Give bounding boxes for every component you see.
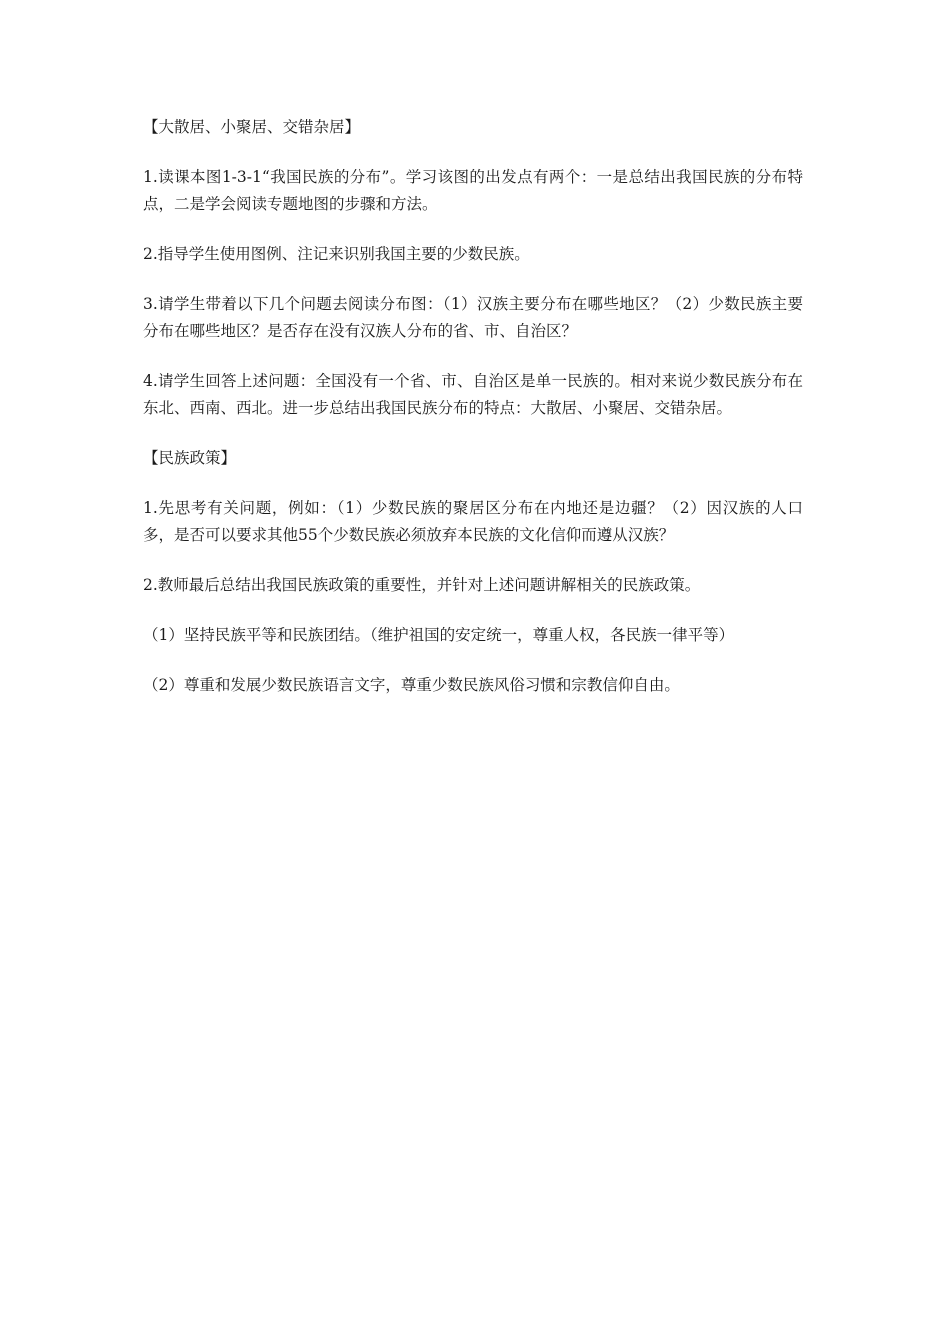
paragraph: 4.请学生回答上述问题：全国没有一个省、市、自治区是单一民族的。相对来说少数民族分布在东北、西南、西北。进一步总结出我国民族分布的特点：大散居、小聚居、交错杂居。 <box>143 372 803 417</box>
paragraph: 2.教师最后总结出我国民族政策的重要性，并针对上述问题讲解相关的民族政策。 <box>143 576 701 594</box>
document-body <box>143 114 803 722</box>
paragraph: 3.请学生带着以下几个问题去阅读分布图：（1）汉族主要分布在哪些地区？（2）少数民族主要分布在哪些地区？是否存在没有汉族人分布的省、市、自治区？ <box>143 295 803 340</box>
section-ethnic-policy <box>143 445 803 699</box>
section-distribution <box>143 114 803 422</box>
paragraph: 2.指导学生使用图例、注记来识别我国主要的少数民族。 <box>143 245 530 263</box>
section-heading: 【民族政策】 <box>143 449 237 467</box>
paragraph: 1.先思考有关问题，例如：（1）少数民族的聚居区分布在内地还是边疆？（2）因汉族的人口多，是否可以要求其他55个少数民族必须放弃本民族的文化信仰而遵从汉族？ <box>143 499 803 544</box>
section-heading: 【大散居、小聚居、交错杂居】 <box>143 118 361 136</box>
policy-item: （2）尊重和发展少数民族语言文字，尊重少数民族风俗习惯和宗教信仰自由。 <box>143 676 680 694</box>
policy-item: （1）坚持民族平等和民族团结。（维护祖国的安定统一，尊重人权，各民族一律平等） <box>143 626 735 644</box>
paragraph: 1.读课本图1-3-1“我国民族的分布”。学习该图的出发点有两个：一是总结出我国民族的分布特点，二是学会阅读专题地图的步骤和方法。 <box>143 168 803 213</box>
